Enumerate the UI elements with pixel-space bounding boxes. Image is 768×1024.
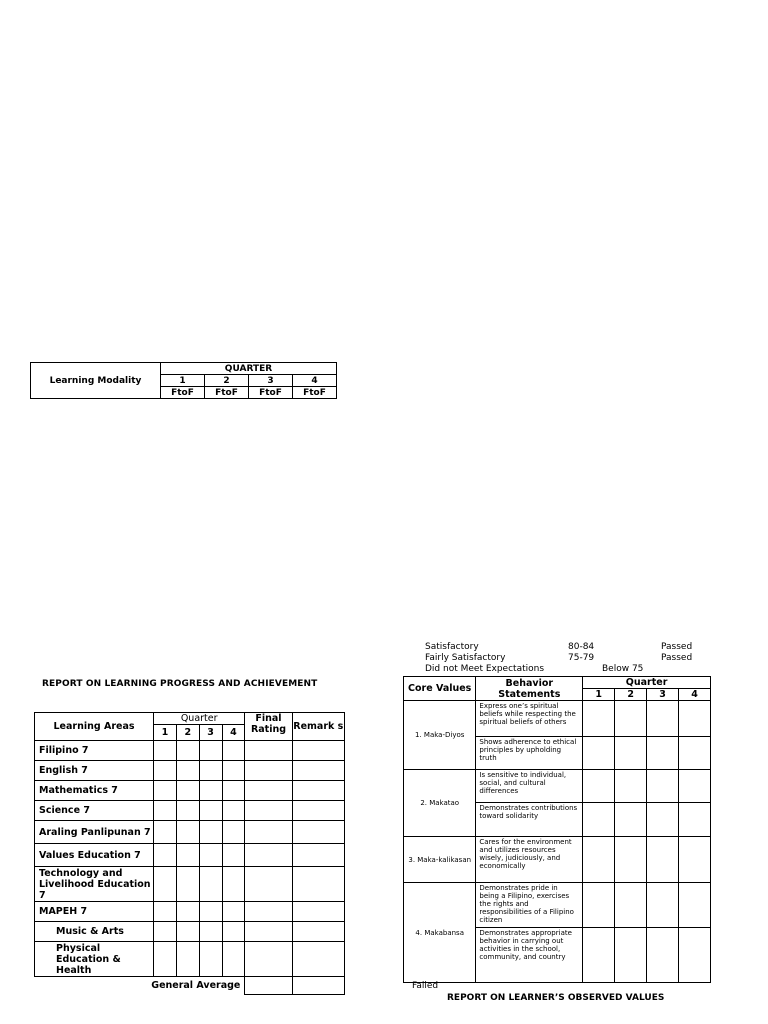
remarks-header: Remark s (292, 713, 344, 741)
legend-range: 80-84 (568, 642, 595, 652)
table-row (35, 761, 345, 781)
legend-range: 75-79 (568, 653, 595, 663)
subject-name: MAPEH 7 (35, 902, 154, 922)
subject-name: English 7 (35, 761, 154, 781)
table-row (35, 781, 345, 801)
quarter-number: 3 (199, 725, 222, 741)
legend-remark: Failed (412, 981, 439, 991)
quarter-number: 1 (154, 725, 177, 741)
modality-value: FtoF (161, 387, 205, 399)
quarter-number: 2 (205, 375, 249, 387)
table-row (35, 844, 345, 867)
subject-name: Physical Education & Health (35, 942, 154, 977)
behavior-statement: Is sensitive to individual, social, and cultural differences (476, 770, 583, 803)
quarter-number: 1 (583, 689, 615, 701)
subject-name: Science 7 (35, 801, 154, 821)
learning-modality-header: Learning Modality (31, 363, 161, 399)
table-row (404, 883, 711, 928)
general-average-row (35, 977, 345, 995)
quarter-number: 4 (679, 689, 711, 701)
table-row (35, 902, 345, 922)
core-value-name: 4. Makabansa (404, 883, 476, 983)
table-row (404, 770, 711, 803)
legend-remark: Passed (661, 642, 693, 652)
legend-descriptor: Fairly Satisfactory (425, 653, 506, 663)
core-value-name: 2. Makatao (404, 770, 476, 837)
quarter-number: 4 (222, 725, 245, 741)
final-rating-header: Final Rating (245, 713, 292, 741)
behavior-statement: Demonstrates contributions toward solidarity (476, 803, 583, 837)
behavior-statement: Express one’s spiritual beliefs while respecting the spiritual beliefs of others (476, 701, 583, 737)
table-row (35, 741, 345, 761)
progress-title: REPORT ON LEARNING PROGRESS AND ACHIEVEMENT (42, 679, 318, 689)
legend-descriptor: Did not Meet Expectations (425, 664, 545, 674)
table-row (35, 942, 345, 977)
subject-name: Mathematics 7 (35, 781, 154, 801)
legend-range: Below 75 (602, 664, 644, 674)
behavior-header: Behavior Statements (476, 677, 583, 701)
learning-areas-header: Learning Areas (35, 713, 154, 741)
quarter-number: 3 (647, 689, 679, 701)
behavior-statement: Demonstrates appropriate behavior in carrying out activities in the school, community, and country (476, 928, 583, 983)
legend-descriptor: Satisfactory (425, 642, 479, 652)
legend-remark: Passed (661, 653, 693, 663)
quarter-header: QUARTER (161, 363, 337, 375)
core-values-header: Core Values (404, 677, 476, 701)
learning-modality-table (30, 362, 337, 399)
subject-name: Technology and Livelihood Education 7 (35, 867, 154, 902)
quarter-number: 1 (161, 375, 205, 387)
table-row (35, 867, 345, 902)
observed-values-table (403, 676, 711, 983)
table-row (404, 701, 711, 737)
grades-table (34, 712, 345, 995)
behavior-statement: Cares for the environment and utilizes resources wisely, judiciously, and economically (476, 837, 583, 883)
modality-value: FtoF (249, 387, 293, 399)
table-row (404, 837, 711, 883)
quarter-number: 2 (615, 689, 647, 701)
subject-name: Music & Arts (35, 922, 154, 942)
subject-name: Araling Panlipunan 7 (35, 821, 154, 844)
modality-value: FtoF (293, 387, 337, 399)
quarter-header: Quarter (583, 677, 711, 689)
modality-value: FtoF (205, 387, 249, 399)
quarter-number: 4 (293, 375, 337, 387)
quarter-header: Quarter (154, 713, 245, 725)
table-row (35, 801, 345, 821)
table-row (35, 821, 345, 844)
subject-name: Filipino 7 (35, 741, 154, 761)
quarter-number: 2 (176, 725, 199, 741)
quarter-number: 3 (249, 375, 293, 387)
core-value-name: 1. Maka-Diyos (404, 701, 476, 770)
observed-values-title: REPORT ON LEARNER’S OBSERVED VALUES (447, 993, 665, 1003)
table-row (35, 922, 345, 942)
subject-name: Values Education 7 (35, 844, 154, 867)
core-value-name: 3. Maka-kalikasan (404, 837, 476, 883)
general-average-label: General Average (151, 980, 241, 992)
behavior-statement: Demonstrates pride in being a Filipino, exercises the rights and responsibilities of a Filipino citizen (476, 883, 583, 928)
behavior-statement: Shows adherence to ethical principles by upholding truth (476, 737, 583, 770)
